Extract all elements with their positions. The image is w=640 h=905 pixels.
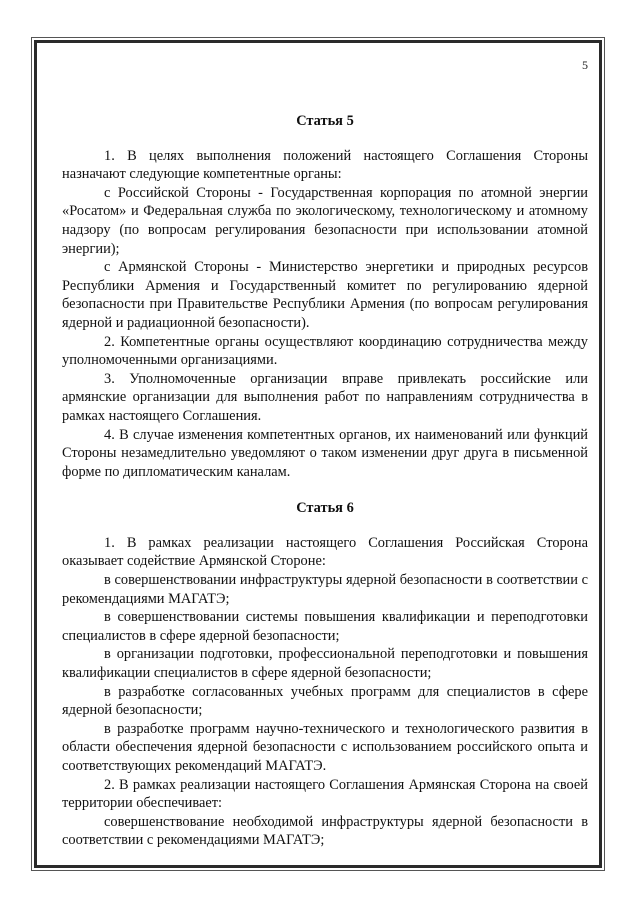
article-5-paragraph: 4. В случае изменения компетентных органов, их наименований или функций Стороны незамедлительно уведомляют о таком изменении друг друга в письменной форме по дипломатическим каналам. (62, 426, 588, 480)
article-6-paragraph: 2. В рамках реализации настоящего Соглашения Армянская Сторона на своей территории обеспечивает: (62, 776, 588, 812)
article-6-paragraph: в совершенствовании инфраструктуры ядерной безопасности в соответствии с рекомендациями МАГАТЭ; (62, 572, 588, 607)
article-6-paragraph: в совершенствовании системы повышения квалификации и переподготовки специалистов в сфере ядерной безопасности; (62, 609, 588, 644)
article-6-paragraph: в организации подготовки, профессиональной переподготовки и повышения квалификации специалистов в сфере ядерной безопасности; (62, 646, 588, 682)
article-5-paragraph: 2. Компетентные органы осуществляют координацию сотрудничества между уполномоченными организациями. (62, 333, 588, 369)
article-6-paragraph: в разработке программ научно-технического и технологического развития в области обеспечения ядерной безопасности с использованием российского опыта и соответствующих рекомендаций МАГАТЭ. (62, 720, 588, 774)
document-body (62, 112, 588, 850)
article-5-paragraph: с Армянской Стороны - Министерство энергетики и природных ресурсов Республики Армения и Государственный комитет по регулированию ядерной безопасности при Правительстве Республики Армения (по вопросам регулирования ядерной и радиационной безопасности). (62, 259, 588, 331)
article-6-paragraph: совершенствование необходимой инфраструктуры ядерной безопасности в соответствии с рекомендациями МАГАТЭ; (62, 813, 588, 849)
article-6-heading: Статья 6 (296, 500, 354, 517)
article-5-heading: Статья 5 (296, 113, 354, 129)
page-number: 5 (582, 58, 588, 72)
article-6-paragraph: в разработке согласованных учебных программ для специалистов в сфере ядерной безопасности; (62, 683, 588, 719)
article-5-paragraph: с Российской Стороны - Государственная корпорация по атомной энергии «Росатом» и Федеральная служба по экологическому, технологическому и атомному надзору (по вопросам регулирования безопасности при использовании атомной энергии); (62, 184, 588, 257)
article-6-paragraph: 1. В рамках реализации настоящего Соглашения Российская Сторона оказывает содействие Армянской Стороне: (62, 534, 588, 570)
article-5-paragraph: 3. Уполномоченные организации вправе привлекать российские или армянские организации для выполнения работ по направлениям сотрудничества в рамках настоящего Соглашения. (62, 370, 588, 424)
article-5-paragraph: 1. В целях выполнения положений настоящего Соглашения Стороны назначают следующие компетентные органы: (62, 147, 588, 183)
